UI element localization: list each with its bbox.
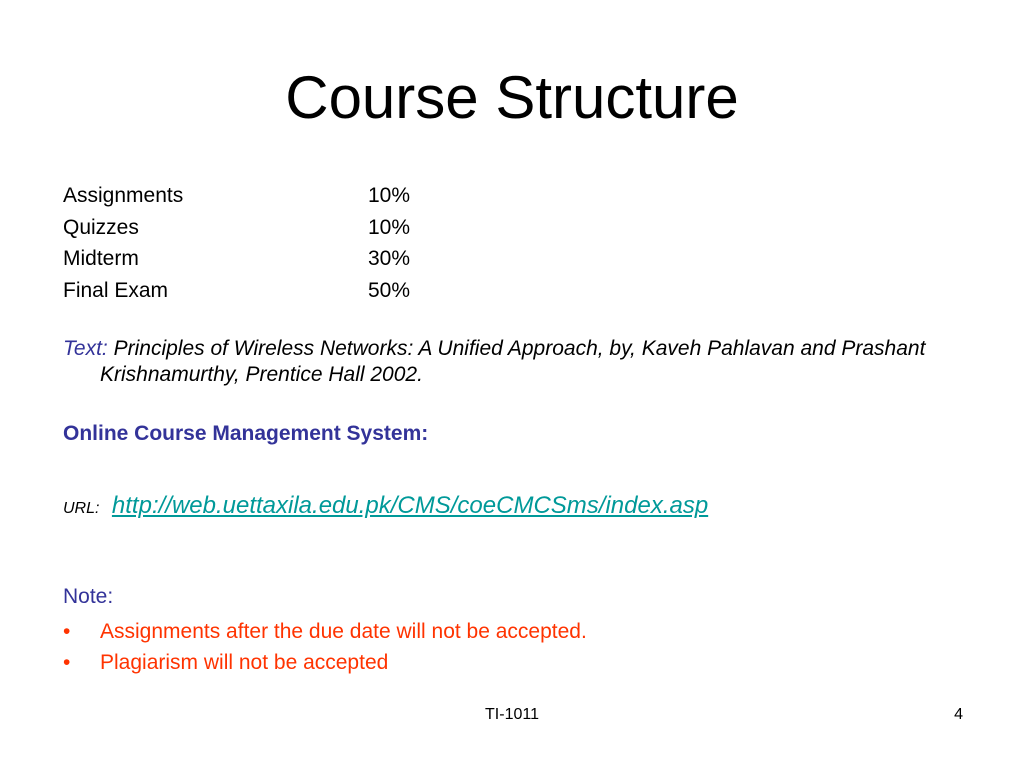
textbook-reference <box>63 336 1020 388</box>
url-line <box>63 492 708 520</box>
grading-table <box>63 180 563 306</box>
cms-url-link[interactable]: http://web.uettaxila.edu.pk/CMS/coeCMCSms/index.asp <box>111 492 709 519</box>
bullet-icon: • <box>63 651 71 674</box>
grade-weight: 10% <box>368 184 411 207</box>
grade-row <box>63 275 563 307</box>
note-label: Note: <box>63 585 114 608</box>
ocms-heading: Online Course Management System: <box>63 422 429 445</box>
grade-row <box>63 180 563 212</box>
page-number: 4 <box>954 706 963 723</box>
grade-item: Final Exam <box>63 278 169 302</box>
bullet-text: Plagiarism will not be accepted <box>100 651 389 674</box>
grade-weight: 50% <box>368 278 411 302</box>
grade-item: Assignments <box>63 184 184 207</box>
bullet-icon: • <box>63 620 71 643</box>
grade-item: Midterm <box>63 247 139 270</box>
grade-row <box>63 243 563 275</box>
textbook-citation: Principles of Wireless Networks: A Unified Approach, by, Kaveh Pahlavan and Prashant Krishnamurthy, Prentice Hall 2002. <box>100 337 926 386</box>
grade-item: Quizzes <box>63 215 139 239</box>
grade-weight: 30% <box>368 247 411 270</box>
grade-weight: 10% <box>368 215 411 239</box>
url-label: URL: <box>63 500 100 517</box>
slide-title: Course Structure <box>285 64 739 131</box>
textbook-label: Text: <box>63 337 108 360</box>
footer-course-code: TI-1011 <box>485 706 539 723</box>
bullet-text: Assignments after the due date will not be accepted. <box>100 620 587 643</box>
grade-row <box>63 212 563 244</box>
